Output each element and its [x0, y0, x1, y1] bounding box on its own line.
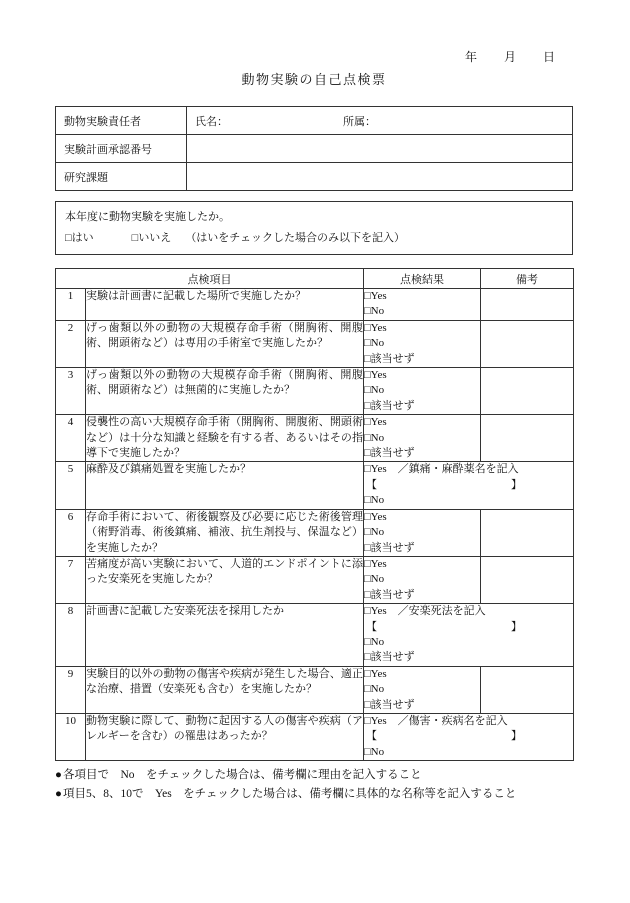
checkbox-option-yes[interactable]	[364, 714, 573, 729]
row-result-cell	[364, 604, 574, 667]
checkbox-icon[interactable]: □	[364, 698, 371, 711]
row-item-text: 動物実験に際して、動物に起因する人の傷害や疾病（アレルギーを含む）の罹患はあったか？	[86, 713, 364, 760]
checkbox-option-na[interactable]	[364, 399, 480, 414]
entry-bracket-field[interactable]	[366, 478, 522, 493]
option-label: No	[370, 494, 385, 507]
research-title-field[interactable]	[187, 163, 573, 191]
row-result-cell	[364, 509, 481, 556]
option-label: 該当せず	[370, 588, 415, 601]
checkbox-icon[interactable]: □	[364, 557, 371, 570]
footnote-no-reason	[55, 766, 573, 785]
checkbox-icon[interactable]: □	[364, 321, 371, 334]
checklist-row-1	[56, 289, 574, 321]
checkbox-option-yes[interactable]	[364, 604, 573, 619]
remarks-cell[interactable]	[481, 509, 574, 556]
option-label: Yes	[370, 557, 387, 570]
checkbox-icon[interactable]: □	[364, 463, 371, 476]
bracket-open: 【	[366, 620, 377, 633]
date-line: 年 月 日	[464, 50, 556, 64]
checkbox-option-no[interactable]	[364, 572, 480, 587]
option-label-iie: いいえ	[138, 232, 172, 244]
row-item-text: 侵襲性の高い大規模存命手術（開胸術、開腹術、開頭術など）は十分な知識と経験を有する者、あるいはその指導下で実施したか？	[86, 415, 364, 462]
header-result: 点検結果	[364, 269, 481, 289]
checkbox-icon[interactable]: □	[364, 683, 371, 696]
checkbox-option-yes[interactable]	[364, 667, 480, 682]
row-result-cell	[364, 368, 481, 415]
affiliation-label: 所属：	[343, 116, 376, 128]
checkbox-icon[interactable]: □	[364, 573, 371, 586]
row-number: 7	[56, 556, 86, 603]
responsible-person-field[interactable]	[187, 107, 573, 135]
checklist-row-8	[56, 604, 574, 667]
remarks-cell[interactable]	[481, 556, 574, 603]
footnote-text: 項目5、8、10で Yes をチェックした場合は、備考欄に具体的な名称等を記入すること	[62, 787, 517, 800]
option-label: No	[370, 573, 385, 586]
row-result-cell	[364, 666, 481, 713]
checklist-row-10	[56, 713, 574, 760]
option-label: 該当せず	[370, 541, 415, 554]
row-item-text: 苦痛度が高い実験において、人道的エンドポイントに添った安楽死を実施したか？	[86, 556, 364, 603]
row-number: 6	[56, 509, 86, 556]
checkbox-icon[interactable]: □	[364, 447, 371, 460]
checkbox-icon[interactable]: □	[364, 399, 371, 412]
notice-note: （はいをチェックした場合のみ以下を記入）	[185, 232, 405, 244]
checkbox-option-no[interactable]	[364, 431, 480, 446]
remarks-cell[interactable]	[481, 415, 574, 462]
option-label: No	[370, 635, 385, 648]
checkbox-icon[interactable]: □	[364, 588, 371, 601]
option-label: Yes	[370, 416, 387, 429]
checkbox-option-no[interactable]	[364, 383, 480, 398]
row-result-cell	[364, 320, 481, 367]
row-result-cell	[364, 415, 481, 462]
option-label: Yes	[370, 290, 387, 302]
label-responsible-person: 動物実験責任者	[56, 107, 187, 135]
bracket-close: 】	[511, 478, 522, 491]
option-label: No	[370, 526, 385, 539]
row-number: 9	[56, 666, 86, 713]
approval-number-field[interactable]	[187, 135, 573, 163]
row-item-text: げっ歯類以外の動物の大規模存命手術（開胸術、開腹術、開頭術など）は専用の手術室で実施したか？	[86, 320, 364, 367]
checkbox-icon[interactable]: □	[364, 384, 371, 397]
checkbox-option-yes[interactable]	[364, 557, 480, 572]
checkbox-option-no[interactable]	[364, 635, 573, 650]
row-item-text: 計画書に記載した安楽死法を採用したか	[86, 604, 364, 667]
info-row-research-title	[56, 163, 573, 191]
row-number: 1	[56, 289, 86, 321]
checkbox-icon[interactable]: □	[65, 232, 72, 244]
option-label: No	[370, 305, 385, 318]
checkbox-option-iie[interactable]	[132, 228, 172, 249]
option-label: Yes ／鎮痛・麻酔薬名を記入	[370, 463, 519, 476]
checkbox-icon[interactable]: □	[364, 510, 371, 523]
checklist-header-row	[56, 269, 574, 289]
option-label: No	[370, 384, 385, 397]
row-item-text: 麻酔及び鎮痛処置を実施したか？	[86, 462, 364, 509]
option-label: No	[370, 337, 385, 350]
option-label: 該当せず	[370, 698, 415, 711]
checkbox-option-na[interactable]	[364, 541, 480, 556]
remarks-cell[interactable]	[481, 320, 574, 367]
option-label: Yes	[370, 510, 387, 523]
name-label: 氏名：	[195, 116, 228, 128]
bullet-icon: ●	[55, 769, 62, 782]
checkbox-option-yes[interactable]	[364, 321, 480, 336]
notice-options	[65, 228, 563, 249]
footnote-yes-names	[55, 785, 573, 804]
bracket-open: 【	[366, 730, 377, 743]
option-label: No	[370, 745, 385, 758]
row-item-text: 実験目的以外の動物の傷害や疾病が発生した場合、適正な治療、措置（安楽死も含む）を実施したか？	[86, 666, 364, 713]
checkbox-icon[interactable]: □	[364, 714, 371, 727]
row-result-cell	[364, 462, 574, 509]
checkbox-option-yes[interactable]	[364, 368, 480, 383]
checkbox-icon[interactable]: □	[364, 526, 371, 539]
checkbox-icon[interactable]: □	[364, 745, 371, 758]
remarks-cell[interactable]	[481, 666, 574, 713]
checkbox-option-no[interactable]	[364, 336, 480, 351]
row-result-cell	[364, 556, 481, 603]
footnotes	[55, 766, 573, 803]
row-number: 8	[56, 604, 86, 667]
checkbox-option-yes[interactable]	[364, 462, 573, 477]
row-item-text: 実験は計画書に記載した場所で実施したか？	[86, 289, 364, 321]
checklist-row-5	[56, 462, 574, 509]
checkbox-icon[interactable]: □	[364, 431, 371, 444]
row-number: 2	[56, 320, 86, 367]
checkbox-option-na[interactable]	[364, 698, 480, 713]
checkbox-icon[interactable]: □	[364, 337, 371, 350]
checklist-row-2	[56, 320, 574, 367]
checklist-row-7	[56, 556, 574, 603]
checkbox-option-no[interactable]	[364, 525, 480, 540]
checkbox-icon[interactable]: □	[364, 369, 371, 382]
info-row-approval-number	[56, 135, 573, 163]
bullet-icon: ●	[55, 787, 62, 800]
row-result-cell	[364, 713, 574, 760]
checkbox-icon[interactable]: □	[364, 494, 371, 507]
bracket-open: 【	[366, 478, 377, 491]
checkbox-option-hai[interactable]	[65, 228, 94, 249]
checklist-row-6	[56, 509, 574, 556]
option-label: 該当せず	[370, 352, 415, 365]
checkbox-icon[interactable]: □	[364, 290, 371, 302]
checkbox-icon[interactable]: □	[364, 605, 371, 618]
checkbox-icon[interactable]: □	[364, 352, 371, 365]
row-item-text: 存命手術において、術後観察及び必要に応じた術後管理（術野消毒、術後鎮痛、補液、抗生剤投与、保温など）を実施したか？	[86, 509, 364, 556]
info-table	[55, 106, 573, 191]
checkbox-option-yes[interactable]	[364, 415, 480, 430]
info-row-responsible	[56, 107, 573, 135]
checkbox-option-no[interactable]	[364, 745, 573, 760]
checkbox-option-na[interactable]	[364, 588, 480, 603]
checkbox-option-yes[interactable]	[364, 510, 480, 525]
entry-bracket-field[interactable]	[366, 620, 522, 635]
page-title: 動物実験の自己点検票	[241, 72, 387, 87]
checkbox-option-yes[interactable]	[364, 289, 480, 304]
bracket-close: 】	[511, 730, 522, 743]
checkbox-option-na[interactable]	[364, 650, 573, 665]
checklist-row-4	[56, 415, 574, 462]
option-label: No	[370, 683, 385, 696]
row-number: 10	[56, 713, 86, 760]
remarks-cell[interactable]	[481, 368, 574, 415]
checkbox-icon[interactable]: □	[364, 416, 371, 429]
option-label: No	[370, 431, 385, 444]
entry-bracket-field[interactable]	[366, 729, 522, 744]
row-item-text: げっ歯類以外の動物の大規模存命手術（開胸術、開腹術、開頭術など）は無菌的に実施したか？	[86, 368, 364, 415]
checklist-row-3	[56, 368, 574, 415]
checkbox-option-na[interactable]	[364, 446, 480, 461]
option-label: Yes ／傷害・疾病名を記入	[370, 714, 508, 727]
remarks-cell[interactable]	[481, 289, 574, 321]
notice-box	[55, 201, 573, 255]
label-approval-number: 実験計画承認番号	[56, 135, 187, 163]
checkbox-option-no[interactable]	[364, 682, 480, 697]
checkbox-option-no[interactable]	[364, 304, 480, 319]
header-remarks: 備考	[481, 269, 574, 289]
checklist-row-9	[56, 666, 574, 713]
option-label: Yes	[370, 369, 387, 382]
option-label: 該当せず	[370, 447, 415, 460]
row-number: 5	[56, 462, 86, 509]
checkbox-option-na[interactable]	[364, 352, 480, 367]
checkbox-icon[interactable]: □	[131, 232, 139, 244]
option-label-hai: はい	[71, 232, 94, 244]
option-label: Yes	[370, 321, 387, 334]
header-item: 点検項目	[56, 269, 364, 289]
checkbox-option-no[interactable]	[364, 493, 573, 508]
row-number: 3	[56, 368, 86, 415]
checkbox-icon[interactable]: □	[364, 541, 371, 554]
notice-question: 本年度に動物実験を実施したか。	[65, 211, 230, 223]
checkbox-icon[interactable]: □	[364, 667, 371, 680]
footnote-text: 各項目で No をチェックした場合は、備考欄に理由を記入すること	[62, 769, 422, 782]
checklist-table	[55, 268, 574, 761]
label-research-title: 研究課題	[56, 163, 187, 191]
option-label: Yes ／安楽死法を記入	[370, 605, 486, 618]
option-label: 該当せず	[370, 399, 415, 412]
option-label: 該当せず	[370, 651, 415, 664]
checkbox-icon[interactable]: □	[364, 635, 371, 648]
row-result-cell	[364, 289, 481, 321]
bracket-close: 】	[511, 620, 522, 633]
option-label: Yes	[370, 667, 387, 680]
checkbox-icon[interactable]: □	[364, 651, 371, 664]
row-number: 4	[56, 415, 86, 462]
checkbox-icon[interactable]: □	[364, 305, 371, 318]
